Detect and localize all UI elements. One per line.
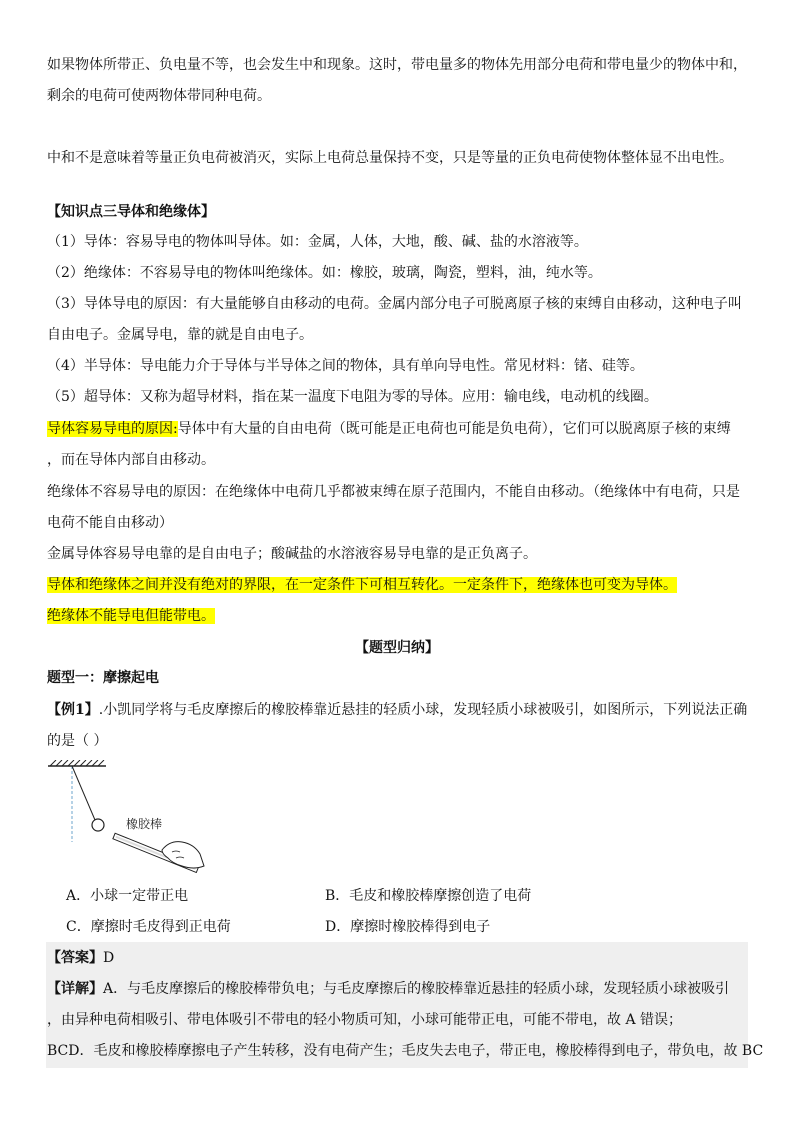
detail-text-a: A．与毛皮摩擦后的橡胶棒带负电；与毛皮摩擦后的橡胶棒靠近悬挂的轻质小球，发现轻质小球被吸引	[103, 981, 730, 997]
rod-label: 橡胶棒	[126, 817, 163, 831]
answer-line	[47, 948, 114, 968]
light-ball	[92, 819, 104, 831]
detail-line-a	[47, 979, 729, 999]
detail-line-b: ，由异种电荷相吸引、带电体吸引不带电的轻小物质可知，小球可能带正电，可能不带电，故 A 错误；	[47, 1012, 683, 1028]
pendulum-figure	[44, 760, 214, 875]
option-c: C．摩擦时毛皮得到正电荷	[66, 919, 231, 935]
conductor-reason-text: 导体中有大量的自由电荷（既可能是正电荷也可能是负电荷），它们可以脱离原子核的束缚	[177, 421, 731, 437]
section3-item-1: （1）导体：容易导电的物体叫导体。如：金属，人体，大地，酸、碱、盐的水溶液等。	[47, 234, 588, 250]
insulator-reason-b: 电荷不能自由移动）	[47, 515, 173, 531]
example1-line-a	[47, 700, 747, 720]
example1-line-b: 的是（ ）	[47, 733, 108, 749]
insulator-reason-a: 绝缘体不容易导电的原因：在绝缘体中电荷几乎都被束缚在原子范围内，不能自由移动。（绝缘体中有电荷，只是	[47, 484, 740, 500]
highlight-line-2	[47, 606, 215, 626]
answer-value: D	[103, 950, 115, 966]
section3-item-4: （4）半导体：导电能力介于导体与半导体之间的物体，具有单向导电性。常见材料：锗、硅等。	[47, 358, 644, 374]
ceiling-hatch	[50, 760, 104, 766]
hand-icon	[162, 842, 204, 868]
section3-heading: 【知识点三导体和绝缘体】	[47, 204, 215, 220]
example1-label: 【例1】	[47, 702, 99, 718]
option-a: A．小球一定带正电	[66, 888, 189, 904]
highlight-line-1	[47, 575, 677, 595]
highlight-text-1: 导体和绝缘体之间并没有绝对的界限，在一定条件下可相互转化。一定条件下，绝缘体也可变为导体。	[47, 577, 677, 593]
section3-item-2: （2）绝缘体：不容易导电的物体叫绝缘体。如：橡胶，玻璃，陶瓷，塑料，油，纯水等。	[47, 265, 602, 281]
intro-paragraph-1a: 如果物体所带正、负电量不等，也会发生中和现象。这时，带电量多的物体先用部分电荷和带电量少的物体中和，	[47, 57, 747, 73]
example1-text-a: .小凯同学将与毛皮摩擦后的橡胶棒靠近悬挂的轻质小球，发现轻质小球被吸引，如图所示，下列说法正确	[98, 702, 748, 718]
answer-label: 【答案】	[47, 950, 103, 966]
intro-paragraph-2: 中和不是意味着等量正负电荷被消灭，实际上电荷总量保持不变，只是等量的正负电荷使物体整体显不出电性。	[47, 150, 733, 166]
section3-item-5: （5）超导体：又称为超导材料，指在某一温度下电阻为零的导体。应用：输电线，电动机的线圈。	[47, 389, 658, 405]
option-d: D．摩擦时橡胶棒得到电子	[325, 919, 491, 935]
section3-item-3b: 自由电子。金属导电，靠的就是自由电子。	[47, 327, 313, 343]
detail-label: 【详解】	[47, 981, 103, 997]
summary-heading: 【题型归纳】	[355, 640, 439, 656]
conductor-reason	[47, 419, 731, 439]
conductor-reason-cont: ，而在导体内部自由移动。	[47, 452, 215, 468]
highlight-text-2: 绝缘体不能导电但能带电。	[47, 608, 215, 624]
detail-line-c: BCD．毛皮和橡胶棒摩擦电子产生转移，没有电荷产生；毛皮失去电子，带正电，橡胶棒得到电子，带负电，故 BC	[47, 1043, 764, 1059]
section3-item-3a: （3）导体导电的原因：有大量能够自由移动的电荷。金属内部分电子可脱离原子核的束缚自由移动，这种电子叫	[47, 296, 742, 312]
option-b: B．毛皮和橡胶棒摩擦创造了电荷	[325, 888, 532, 904]
intro-paragraph-1b: 剩余的电荷可使两物体带同种电荷。	[47, 88, 271, 104]
type1-heading: 题型一：摩擦起电	[47, 670, 159, 686]
conductor-reason-label: 导体容易导电的原因:	[47, 421, 178, 437]
metal-conduction: 金属导体容易导电靠的是自由电子；酸碱盐的水溶液容易导电靠的是正负离子。	[47, 546, 537, 562]
pendulum-string	[72, 766, 95, 820]
